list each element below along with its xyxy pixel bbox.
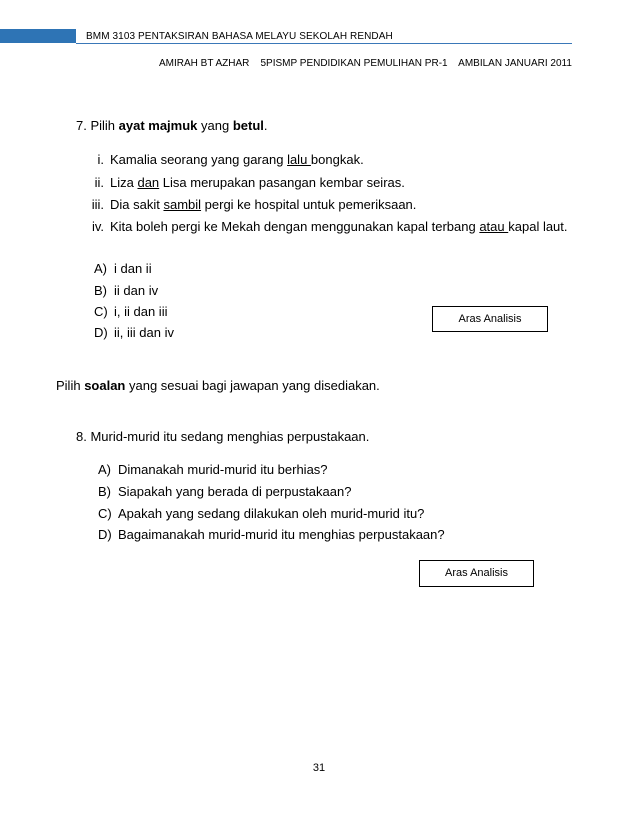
q7-item-number: iv. — [91, 219, 104, 234]
option-letter: A) — [98, 462, 111, 477]
header-title: BMM 3103 PENTAKSIRAN BAHASA MELAYU SEKOLAH RENDAH — [86, 31, 393, 42]
q7-item-text: Liza — [110, 175, 138, 190]
option-text: Apakah yang sedang dilakukan oleh murid-murid itu? — [118, 506, 425, 521]
option-letter: B) — [98, 484, 111, 499]
q7-item-conjunction: lalu — [287, 152, 311, 167]
q7-item-i — [76, 152, 364, 167]
question-8: 8. Murid-murid itu sedang menghias perpustakaan. — [76, 429, 370, 444]
q7-item-text: Kita boleh pergi ke Mekah dengan menggunakan kapal terbang — [110, 219, 480, 234]
q7-item-number: i. — [97, 152, 104, 167]
q7-end: . — [263, 118, 268, 133]
option-letter: D) — [98, 527, 112, 542]
q7-prefix: 7. Pilih — [76, 118, 119, 133]
page-number: 31 — [312, 762, 326, 774]
q7-item-text-end: bongkak. — [310, 152, 364, 167]
q7-item-text-end: pergi ke hospital untuk pemeriksaan. — [201, 197, 417, 212]
header-rule — [76, 43, 572, 44]
q7-item-iv — [76, 219, 568, 234]
option-text: i dan ii — [114, 261, 152, 276]
header-subtitle: AMIRAH BT AZHAR 5PISMP PENDIDIKAN PEMULIHAN PR-1 AMBILAN JANUARI 2011 — [159, 58, 572, 69]
q7-level-box: Aras Analisis — [432, 306, 548, 332]
q8-option-a — [98, 462, 328, 477]
option-text: ii, iii dan iv — [114, 325, 174, 340]
instruction — [56, 378, 380, 393]
q7-item-conjunction: dan — [137, 175, 160, 190]
q8-option-d — [98, 527, 445, 542]
q8-option-b — [98, 484, 351, 499]
q7-option-a — [94, 261, 152, 276]
q7-item-text-end: Lisa merupakan pasangan kembar seiras. — [159, 175, 405, 190]
q7-option-d — [94, 325, 174, 340]
q7-item-number: iii. — [91, 197, 104, 212]
q7-option-b — [94, 283, 158, 298]
header-accent-bar — [0, 29, 76, 43]
instruction-post: yang sesuai bagi jawapan yang disediakan. — [125, 378, 380, 393]
question-7 — [76, 118, 268, 133]
q7-item-iii — [76, 197, 416, 212]
option-text: ii dan iv — [114, 283, 159, 298]
option-text: i, ii dan iii — [114, 304, 168, 319]
q7-item-conjunction: atau — [479, 219, 509, 234]
instruction-bold: soalan — [84, 378, 126, 393]
option-letter: A) — [94, 261, 107, 276]
option-letter: D) — [94, 325, 108, 340]
q7-item-text-end: kapal laut. — [508, 219, 568, 234]
q7-option-c — [94, 304, 167, 319]
q7-item-conjunction: sambil — [163, 197, 202, 212]
q7-mid: yang — [197, 118, 233, 133]
q7-item-number: ii. — [94, 175, 104, 190]
q7-bold-2: betul — [232, 118, 264, 133]
option-text: Siapakah yang berada di perpustakaan? — [118, 484, 352, 499]
option-letter: C) — [98, 506, 112, 521]
q8-option-c — [98, 506, 424, 521]
q8-level-box: Aras Analisis — [419, 560, 534, 587]
option-text: Bagaimanakah murid-murid itu menghias perpustakaan? — [118, 527, 445, 542]
option-letter: B) — [94, 283, 107, 298]
instruction-pre: Pilih — [56, 378, 85, 393]
q7-bold-1: ayat majmuk — [118, 118, 198, 133]
q7-item-ii — [76, 175, 405, 190]
q7-item-text: Kamalia seorang yang garang — [110, 152, 288, 167]
option-text: Dimanakah murid-murid itu berhias? — [118, 462, 328, 477]
q7-item-text: Dia sakit — [110, 197, 164, 212]
option-letter: C) — [94, 304, 108, 319]
